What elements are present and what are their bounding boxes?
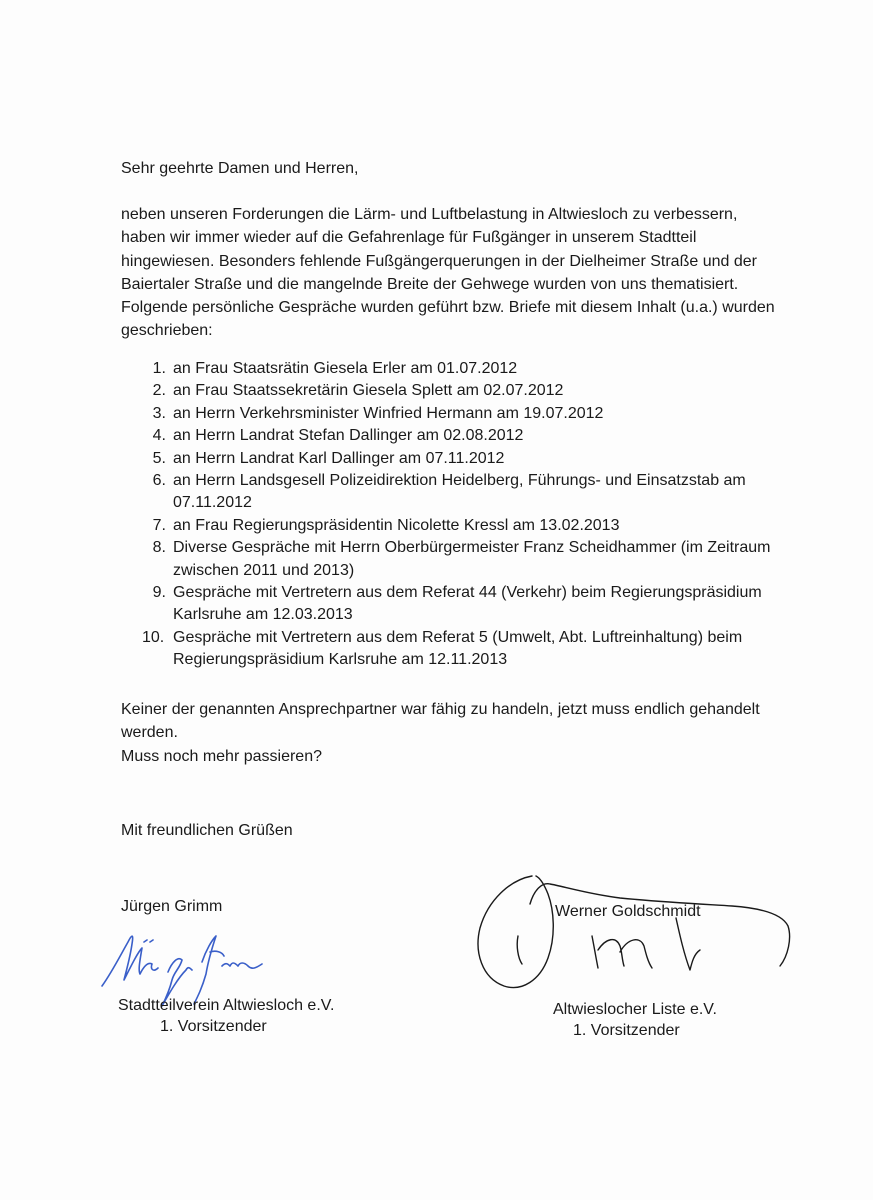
list-number: 2.	[152, 382, 166, 400]
left-organization: Stadtteilverein Altwiesloch e.V.	[118, 997, 335, 1014]
list-number: 1.	[152, 360, 166, 377]
list-item	[142, 627, 792, 672]
list-item	[142, 380, 792, 402]
list-number: 7.	[152, 516, 166, 534]
list-text: an Herrn Verkehrsminister Winfried Hermann am 19.07.2012	[173, 404, 604, 422]
list-item	[142, 403, 792, 425]
list-text: an Frau Staatsrätin Giesela Erler am 01.07.2012	[173, 360, 518, 377]
list-text: Diverse Gespräche mit Herrn Oberbürgermeister Franz Scheidhammer (im Zeitraum zwischen 2011 und 2013)	[173, 539, 771, 579]
list-number: 3.	[152, 404, 166, 422]
right-signatory-name: Werner Goldschmidt	[555, 903, 701, 920]
list-item	[142, 358, 792, 380]
intro-text: neben unseren Forderungen die Lärm- und Luftbelastung in Altwiesloch zu verbessern, haben wir immer wieder auf die Gefahrenlage für Fußgänger in unserem Stadtteil hingewiesen. Besonders fehlende Fußgängerquerungen in der Dielheimer Straße und der Baiertaler Straße und die mangelnde Breite der Gehwege wurden von uns thematisiert. Folgende persönliche Gespräche wurden geführt bzw. Briefe mit diesem Inhalt (u.a.) wurden geschrieben:	[121, 206, 775, 340]
right-signatory-block	[553, 999, 793, 1041]
left-signatory-block	[118, 995, 358, 1037]
list-text: an Herrn Landsgesell Polizeidirektion Heidelberg, Führungs- und Einsatzstab am 07.11.2012	[173, 472, 746, 512]
list-item	[142, 448, 792, 470]
list-item	[142, 515, 792, 537]
closing-question: Muss noch mehr passieren?	[121, 747, 322, 765]
list-text: an Frau Staatssekretärin Giesela Splett am 02.07.2012	[173, 382, 564, 400]
list-number: 8.	[152, 539, 166, 557]
list-item	[142, 537, 792, 582]
right-organization: Altwieslocher Liste e.V.	[553, 1001, 717, 1018]
right-role: 1. Vorsitzender	[573, 1022, 680, 1039]
closing-text: Keiner der genannten Ansprechpartner war fähig zu handeln, jetzt muss endlich gehandelt werden.	[121, 701, 760, 742]
right-handwritten-signature	[470, 866, 800, 996]
list-text: an Herrn Landrat Stefan Dallinger am 02.08.2012	[173, 427, 524, 445]
list-item	[142, 470, 792, 515]
list-text: an Frau Regierungspräsidentin Nicolette Kressl am 13.02.2013	[173, 516, 620, 534]
list-number: 6.	[152, 472, 166, 490]
contact-list	[142, 358, 792, 672]
left-signatory-name: Jürgen Grimm	[121, 898, 223, 915]
intro-paragraph	[121, 203, 781, 343]
list-number: 5.	[152, 449, 166, 467]
closing-paragraph	[121, 698, 771, 768]
list-text: Gespräche mit Vertretern aus dem Referat 44 (Verkehr) beim Regierungspräsidium Karlsruhe am 12.03.2013	[173, 584, 762, 624]
salutation: Sehr geehrte Damen und Herren,	[121, 160, 359, 177]
list-number: 9.	[152, 584, 166, 602]
left-role: 1. Vorsitzender	[160, 1018, 267, 1035]
greeting: Mit freundlichen Grüßen	[121, 822, 293, 839]
list-number: 10.	[142, 628, 165, 646]
list-item	[142, 582, 792, 627]
list-text: Gespräche mit Vertretern aus dem Referat 5 (Umwelt, Abt. Luftreinhaltung) beim Regierungspräsidium Karlsruhe am 12.11.2013	[173, 628, 743, 669]
list-number: 4.	[152, 427, 166, 445]
list-item	[142, 425, 792, 447]
list-text: an Herrn Landrat Karl Dallinger am 07.11.2012	[173, 449, 505, 467]
